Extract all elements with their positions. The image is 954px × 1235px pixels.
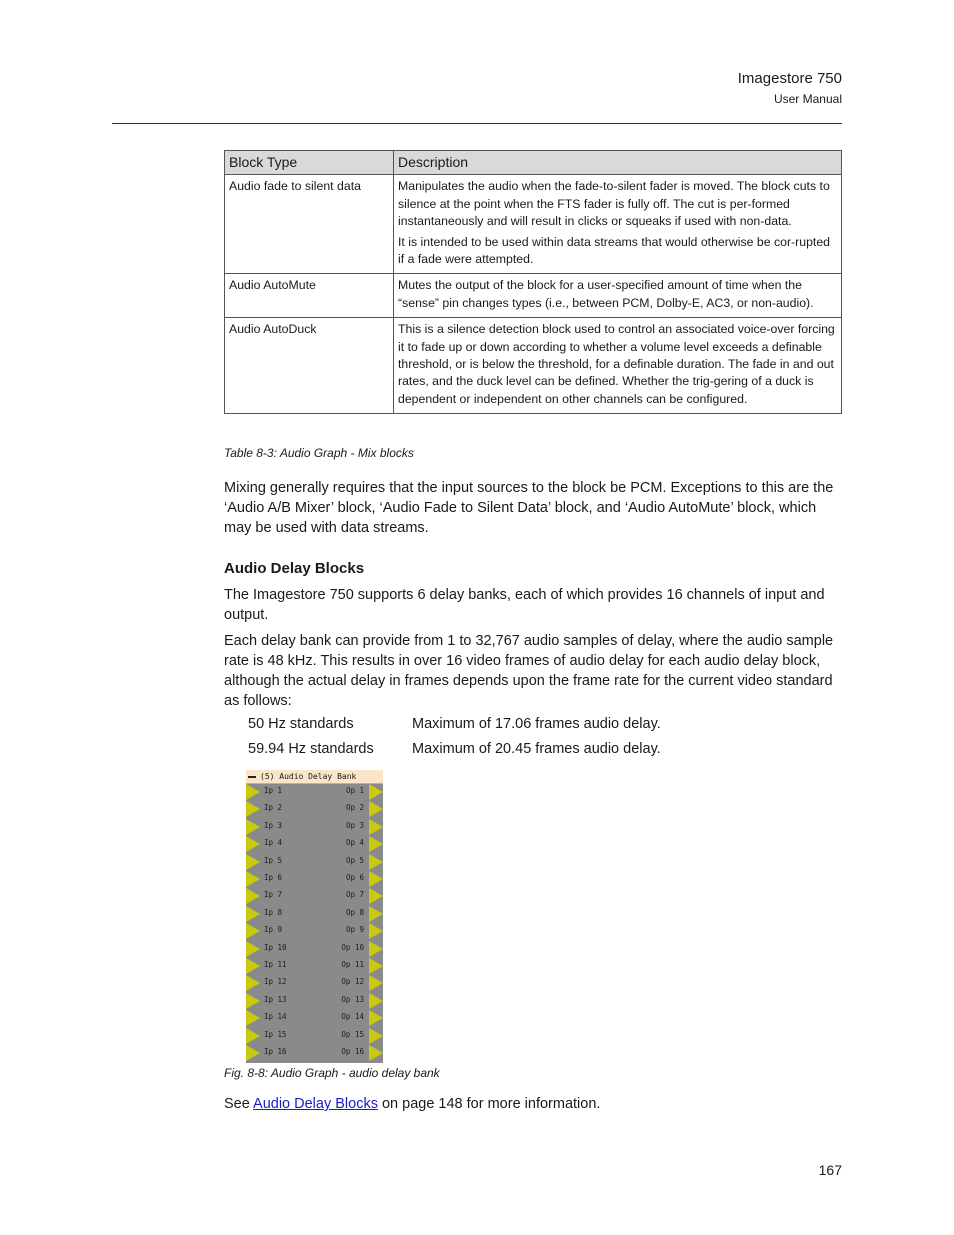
output-pin-label: Op 11: [341, 960, 364, 969]
header-title: Imagestore 750: [737, 70, 842, 87]
output-pin-label: Op 4: [345, 838, 364, 848]
table-caption: Table 8-3: Audio Graph - Mix blocks: [224, 446, 414, 460]
output-pin-icon[interactable]: [369, 871, 383, 887]
rate-row-50hz: [248, 716, 661, 732]
description-cell: [394, 274, 842, 318]
output-pin-label: Op 8: [345, 907, 364, 917]
output-pin-icon[interactable]: [369, 993, 383, 1009]
audio-delay-bank-figure: [246, 770, 383, 1063]
pin-row: [246, 783, 383, 800]
input-pin-icon[interactable]: [246, 941, 260, 957]
input-pin-label: Ip 14: [264, 1012, 287, 1022]
input-pin-icon[interactable]: [246, 923, 260, 939]
pin-row: [246, 870, 383, 887]
output-pin-icon[interactable]: [369, 854, 383, 870]
input-pin-label: Ip 10: [264, 942, 287, 952]
description-text: It is intended to be used within data streams that would otherwise be cor-rupted if a fade were attempted.: [398, 234, 831, 267]
input-pin-label: Ip 13: [264, 994, 287, 1004]
input-pin-icon[interactable]: [246, 958, 260, 974]
input-pin-icon[interactable]: [246, 1028, 260, 1044]
figure-caption: Fig. 8-8: Audio Graph - audio delay bank: [224, 1066, 440, 1080]
header-rule: [112, 123, 842, 124]
table-row: [225, 274, 842, 318]
pin-row: [246, 853, 383, 870]
input-pin-icon[interactable]: [246, 1010, 260, 1026]
column-header-description: Description: [394, 151, 842, 175]
block-type-cell: Audio AutoDuck: [225, 318, 394, 414]
pin-row: [246, 922, 383, 939]
pin-row: [246, 818, 383, 835]
output-pin-label: Op 12: [341, 977, 364, 987]
page-number: 167: [818, 1162, 842, 1178]
table-row: [225, 175, 842, 274]
input-pin-label: Ip 4: [264, 838, 283, 848]
input-pin-label: Ip 5: [264, 855, 283, 865]
input-pin-label: Ip 16: [264, 1047, 287, 1056]
description-cell: [394, 175, 842, 274]
output-pin-icon[interactable]: [369, 888, 383, 904]
input-pin-icon[interactable]: [246, 888, 260, 904]
column-header-block-type: Block Type: [225, 151, 394, 175]
rate-label: 59.94 Hz standards: [248, 741, 374, 757]
input-pin-icon[interactable]: [246, 819, 260, 835]
output-pin-icon[interactable]: [369, 1045, 383, 1061]
pin-row: [246, 800, 383, 817]
pin-row: [246, 992, 383, 1009]
pin-row: [246, 1009, 383, 1026]
see-also: [224, 1096, 600, 1112]
output-pin-icon[interactable]: [369, 836, 383, 852]
section-paragraph-1: The Imagestore 750 supports 6 delay banks, each of which provides 16 channels of input and output.: [224, 587, 825, 623]
pin-row: [246, 887, 383, 904]
pin-row: [246, 1044, 383, 1061]
bank-title: (5) Audio Delay Bank: [260, 772, 357, 781]
see-also-suffix: on page 148 for more information.: [377, 1096, 601, 1112]
input-pin-icon[interactable]: [246, 784, 260, 800]
input-pin-label: Ip 2: [264, 803, 283, 813]
rate-label: 50 Hz standards: [248, 716, 354, 732]
input-pin-icon[interactable]: [246, 801, 260, 817]
output-pin-label: Op 2: [345, 803, 364, 813]
block-type-cell: Audio fade to silent data: [225, 175, 394, 274]
input-pin-icon[interactable]: [246, 854, 260, 870]
output-pin-label: Op 3: [345, 820, 364, 830]
pin-row: [246, 940, 383, 957]
output-pin-label: Op 13: [341, 994, 364, 1004]
output-pin-icon[interactable]: [369, 906, 383, 922]
input-pin-label: Ip 1: [264, 786, 283, 795]
input-pin-icon[interactable]: [246, 993, 260, 1009]
mix-blocks-table: [224, 150, 842, 414]
output-pin-icon[interactable]: [369, 1028, 383, 1044]
bank-header: [246, 770, 383, 784]
input-pin-icon[interactable]: [246, 836, 260, 852]
input-pin-label: Ip 9: [264, 925, 283, 935]
pin-row: [246, 957, 383, 974]
output-pin-icon[interactable]: [369, 941, 383, 957]
pin-row: [246, 905, 383, 922]
output-pin-icon[interactable]: [369, 958, 383, 974]
header-subtitle: User Manual: [773, 92, 842, 106]
output-pin-icon[interactable]: [369, 801, 383, 817]
description-cell: [394, 318, 842, 414]
input-pin-icon[interactable]: [246, 871, 260, 887]
description-text: This is a silence detection block used to control an associated voice-over forcing it to fade up or down according to whether a volume level exceeds a definable threshold, or is below the threshold, for a definable duration. The fade in and out rates, and the duck level can be defined. Whether the trig-gering of a duck is dependent or independent on other channels can be configured.: [398, 322, 835, 406]
output-pin-icon[interactable]: [369, 784, 383, 800]
output-pin-icon[interactable]: [369, 923, 383, 939]
output-pin-label: Op 1: [345, 786, 364, 795]
audio-delay-blocks-link[interactable]: Audio Delay Blocks: [253, 1096, 378, 1112]
output-pin-label: Op 9: [345, 925, 364, 935]
collapse-icon: [248, 776, 256, 778]
see-also-prefix: See: [224, 1096, 254, 1112]
output-pin-icon[interactable]: [369, 1010, 383, 1026]
input-pin-icon[interactable]: [246, 1045, 260, 1061]
output-pin-icon[interactable]: [369, 975, 383, 991]
input-pin-icon[interactable]: [246, 906, 260, 922]
output-pin-label: Op 14: [341, 1012, 364, 1022]
pin-row: [246, 835, 383, 852]
description-text: Manipulates the audio when the fade-to-silent fader is moved. The block cuts to silence at the point when the FTS fader is fully off. The cut is per-formed instantaneously and will result in clicks or squeaks if used with non-data.: [398, 179, 830, 229]
section-heading: Audio Delay Blocks: [224, 560, 365, 577]
input-pin-label: Ip 12: [264, 977, 287, 987]
output-pin-label: Op 5: [345, 855, 364, 865]
pin-row: [246, 1027, 383, 1044]
rate-description: Maximum of 20.45 frames audio delay.: [412, 741, 661, 757]
output-pin-label: Op 16: [341, 1047, 364, 1056]
output-pin-label: Op 10: [341, 942, 364, 952]
block-type-cell: Audio AutoMute: [225, 274, 394, 318]
description-text: Mutes the output of the block for a user-specified amount of time when the “sense” pin changes types (i.e., between PCM, Dolby-E, AC3, or non-audio).: [398, 278, 814, 310]
rate-row-5994hz: [248, 741, 661, 757]
input-pin-label: Ip 8: [264, 907, 283, 917]
rate-description: Maximum of 17.06 frames audio delay.: [412, 716, 661, 732]
section-paragraph-2: Each delay bank can provide from 1 to 32,767 audio samples of delay, where the audio sample rate is 48 kHz. This results in over 16 video frames of audio delay for each audio delay block, although the actual delay in frames depends upon the frame rate for the current video standard as follows:: [224, 633, 834, 709]
input-pin-label: Ip 7: [264, 890, 283, 900]
table-row: [225, 318, 842, 414]
output-pin-icon[interactable]: [369, 819, 383, 835]
output-pin-label: Op 15: [341, 1029, 364, 1039]
table-header-row: [225, 151, 842, 175]
input-pin-label: Ip 3: [264, 820, 283, 830]
input-pin-icon[interactable]: [246, 975, 260, 991]
output-pin-label: Op 6: [345, 873, 364, 882]
mixing-paragraph: Mixing generally requires that the input sources to the block be PCM. Exceptions to this are the ‘Audio A/B Mixer’ block, ‘Audio Fade to Silent Data’ block, and ‘Audio AutoMute’ block, which may be used with data streams.: [224, 480, 834, 536]
output-pin-label: Op 7: [345, 890, 364, 900]
input-pin-label: Ip 6: [264, 873, 283, 882]
input-pin-label: Ip 15: [264, 1029, 287, 1039]
pin-row: [246, 974, 383, 991]
input-pin-label: Ip 11: [264, 960, 287, 969]
